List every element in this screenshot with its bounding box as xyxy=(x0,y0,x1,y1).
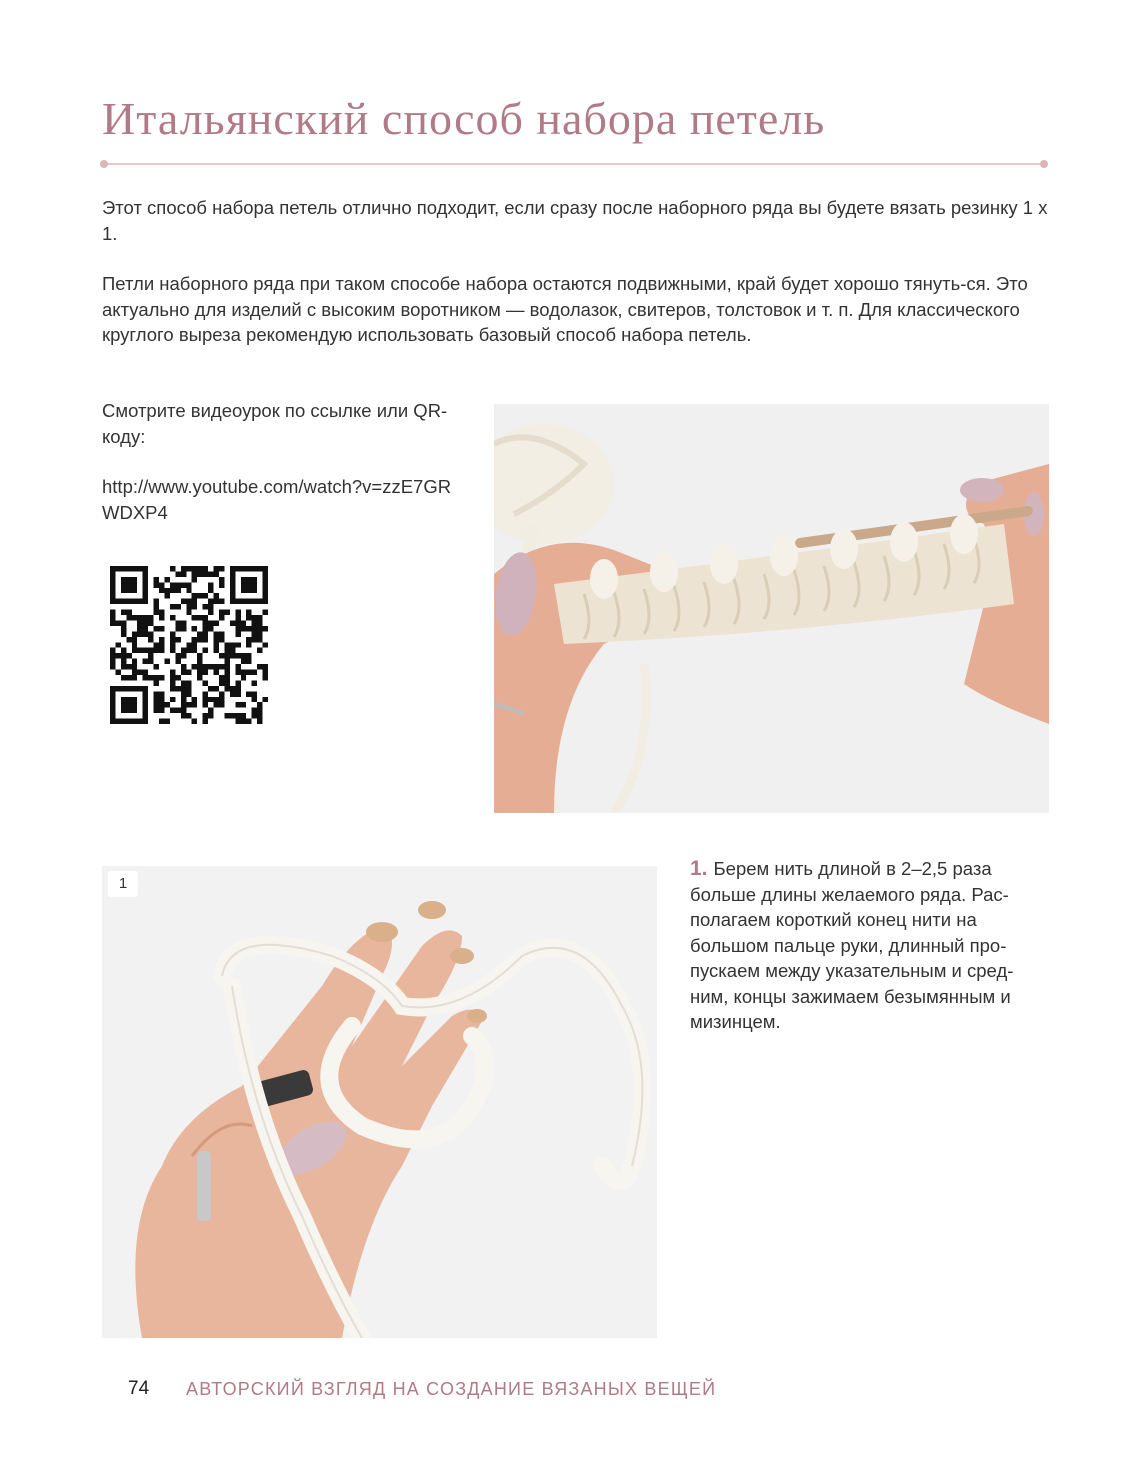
step-text: Берем нить длиной в 2–2,5 раза больше длины желаемого ряда. Рас-полагаем короткий конец нити на большом пальце руки, длинный про-пускаем между указательным и сред-ним, концы зажимаем безымянным и мизинцем. xyxy=(690,858,1014,1032)
video-prompt: Смотрите видеоурок по ссылке или QR-коду: xyxy=(102,400,448,447)
step-badge: 1 xyxy=(108,871,138,897)
photo-step-1 xyxy=(102,866,657,1338)
book-title: АВТОРСКИЙ ВЗГЛЯД НА СОЗДАНИЕ ВЯЗАНЫХ ВЕЩЕЙ xyxy=(186,1379,717,1399)
intro-paragraph-2: Петли наборного ряда при таком способе набора остаются подвижными, край будет хорошо тянуть-ся. Это актуально для изделий с высоким воротником — водолазок, свитеров, толстовок и т. п. Для классического круглого выреза рекомендую использовать базовый способ набора петель. xyxy=(102,273,1028,345)
intro-paragraph-1: Этот способ набора петель отлично подходит, если сразу после наборного ряда вы будете вязать резинку 1 х 1. xyxy=(102,197,1048,244)
hand-yarn-illustration xyxy=(102,866,657,1338)
qr-code xyxy=(109,566,269,724)
step-number: 1. xyxy=(690,857,708,880)
photo-knitting-sample xyxy=(494,404,1049,813)
knitting-sample-illustration xyxy=(494,404,1049,813)
page-title: Итальянский способ набора петель xyxy=(102,93,826,144)
title-divider xyxy=(106,163,1042,165)
video-link[interactable]: http://www.youtube.com/watch?v=zzE7GRWDXP4 xyxy=(102,476,452,523)
step-1-instruction xyxy=(690,856,1050,1035)
video-info xyxy=(102,398,462,550)
qr-code-graphic xyxy=(109,566,269,724)
page-number: 74 xyxy=(128,1378,150,1399)
